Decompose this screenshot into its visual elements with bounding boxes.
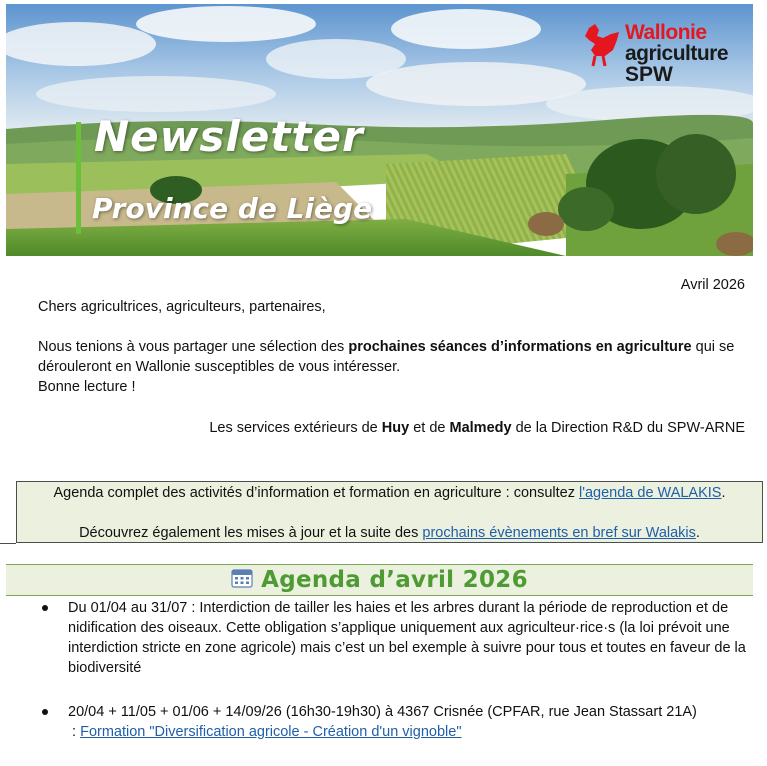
divider [0, 543, 16, 544]
logo-line-spw: SPW [625, 63, 673, 86]
bullet-icon [42, 605, 48, 611]
closing-line: Bonne lecture ! [38, 379, 136, 395]
list-item-text: Du 01/04 au 31/07 : Interdiction de tailler les haies et les arbres durant la période de reproduction et de nidification des oiseaux. Cette obligation s’applique uniquement aux agriculteur·rice·s (la loi prévoit une interdiction stricte en zone agricole) mais c’est un bel exemple à suivre pour tous et toutes en faveur de la biodiversité [68, 600, 746, 676]
list-item [68, 598, 748, 678]
list-item-text: 20/04 + 11/05 + 01/06 + 14/09/26 (16h30-19h30) à 4367 Crisnée (CPFAR, rue Jean Stassart 21A) [68, 704, 697, 720]
logo-line-agriculture: agriculture [625, 42, 729, 65]
wallonie-agriculture-logo [581, 22, 751, 98]
agenda-title: Agenda d’avril 2026 [261, 567, 528, 594]
list-item-link-line: : Formation "Diversification agricole - Création d'un vignoble" [68, 724, 462, 740]
newsletter-subtitle: Province de Liège [92, 192, 373, 225]
greeting: Chers agricultrices, agriculteurs, partenaires, [38, 299, 326, 315]
issue-date: Avril 2026 [680, 277, 745, 293]
rooster-icon [581, 22, 623, 68]
intro-text [38, 297, 750, 397]
newsletter-title: Newsletter [94, 112, 364, 161]
newsletter-banner [6, 4, 753, 256]
info-line-events: Découvrez également les mises à jour et la suite des prochains évènements en bref sur Walakis. [79, 525, 700, 541]
title-accent-bar [76, 122, 81, 234]
intro-paragraph: Nous tenions à vous partager une sélection des prochaines séances d’informations en agriculture qui se dérouleront en Wallonie susceptibles de vous intéresser. [38, 339, 735, 375]
logo-line-wallonie: Wallonie [625, 21, 707, 44]
agenda-heading-bar [6, 564, 753, 596]
signature: Les services extérieurs de Huy et de Malmedy de la Direction R&D du SPW-ARNE [209, 420, 745, 436]
bullet-icon [42, 709, 48, 715]
walakis-events-link[interactable]: prochains évènements en bref sur Walakis [422, 525, 696, 541]
info-line-agenda: Agenda complet des activités d’information et formation en agriculture : consultez l'agenda de WALAKIS. [53, 485, 726, 501]
intro-highlight: prochaines séances d’informations en agriculture [348, 339, 692, 355]
walakis-agenda-link[interactable]: l'agenda de WALAKIS [578, 485, 722, 501]
vignoble-training-link[interactable]: Formation "Diversification agricole - Création d'un vignoble" [80, 724, 462, 740]
list-item [68, 702, 748, 742]
calendar-icon [231, 568, 253, 588]
agenda-info-box [16, 481, 763, 543]
